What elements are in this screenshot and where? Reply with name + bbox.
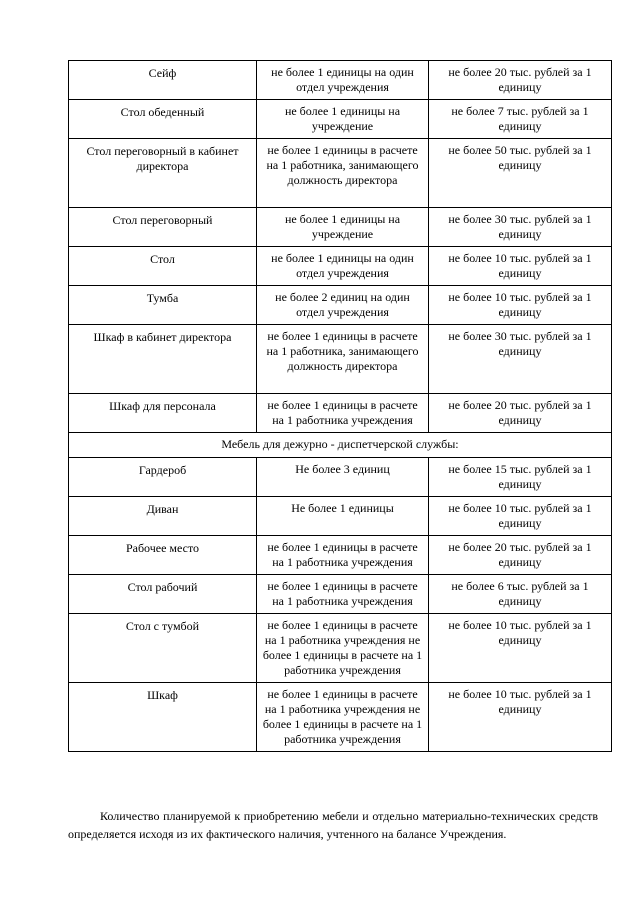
item-name-cell: Шкаф для персонала — [69, 394, 257, 433]
item-name-cell: Шкаф — [69, 683, 257, 752]
quantity-cell: не более 2 единиц на один отдел учреждения — [257, 286, 429, 325]
price-cell: не более 10 тыс. рублей за 1 единицу — [429, 286, 612, 325]
table-row — [69, 575, 612, 614]
item-name-cell: Рабочее место — [69, 536, 257, 575]
table-row — [69, 536, 612, 575]
table-row — [69, 247, 612, 286]
quantity-cell: не более 1 единицы в расчете на 1 работника, занимающего должность директора — [257, 139, 429, 208]
item-name-cell: Сейф — [69, 61, 257, 100]
price-cell: не более 10 тыс. рублей за 1 единицу — [429, 614, 612, 683]
item-name-cell: Стол рабочий — [69, 575, 257, 614]
item-name-cell: Шкаф в кабинет директора — [69, 325, 257, 394]
price-cell: не более 30 тыс. рублей за 1 единицу — [429, 325, 612, 394]
item-name-cell: Стол переговорный в кабинет директора — [69, 139, 257, 208]
item-name-cell: Гардероб — [69, 458, 257, 497]
table-row — [69, 286, 612, 325]
item-name-cell: Диван — [69, 497, 257, 536]
item-name-cell: Стол обеденный — [69, 100, 257, 139]
item-name-cell: Стол с тумбой — [69, 614, 257, 683]
price-cell: не более 30 тыс. рублей за 1 единицу — [429, 208, 612, 247]
table-row — [69, 325, 612, 394]
quantity-cell: Не более 3 единиц — [257, 458, 429, 497]
table-row — [69, 683, 612, 752]
quantity-cell: не более 1 единицы на один отдел учреждения — [257, 61, 429, 100]
price-cell: не более 20 тыс. рублей за 1 единицу — [429, 61, 612, 100]
furniture-norms-table — [68, 60, 612, 752]
quantity-cell: Не более 1 единицы — [257, 497, 429, 536]
quantity-cell: не более 1 единицы на учреждение — [257, 208, 429, 247]
quantity-cell: не более 1 единицы в расчете на 1 работника учреждения — [257, 575, 429, 614]
closing-paragraph: Количество планируемой к приобретению мебели и отдельно материально-технических средств определяется исходя из их фактического наличия, учтенного на балансе Учреждения. — [68, 809, 598, 841]
item-name-cell: Стол переговорный — [69, 208, 257, 247]
table-row — [69, 458, 612, 497]
price-cell: не более 10 тыс. рублей за 1 единицу — [429, 497, 612, 536]
quantity-cell: не более 1 единицы на учреждение — [257, 100, 429, 139]
table-row — [69, 394, 612, 433]
section-title: Мебель для дежурно - диспетчерской службы: — [69, 433, 612, 458]
price-cell: не более 7 тыс. рублей за 1 единицу — [429, 100, 612, 139]
quantity-cell: не более 1 единицы на один отдел учреждения — [257, 247, 429, 286]
price-cell: не более 20 тыс. рублей за 1 единицу — [429, 394, 612, 433]
table-row — [69, 139, 612, 208]
price-cell: не более 20 тыс. рублей за 1 единицу — [429, 536, 612, 575]
item-name-cell: Тумба — [69, 286, 257, 325]
table-row — [69, 61, 612, 100]
item-name-cell: Стол — [69, 247, 257, 286]
quantity-cell: не более 1 единицы в расчете на 1 работника учреждения — [257, 394, 429, 433]
price-cell: не более 6 тыс. рублей за 1 единицу — [429, 575, 612, 614]
quantity-cell: не более 1 единицы в расчете на 1 работника учреждения — [257, 536, 429, 575]
section-header-row — [69, 433, 612, 458]
table-row — [69, 497, 612, 536]
quantity-cell: не более 1 единицы в расчете на 1 работника, занимающего должность директора — [257, 325, 429, 394]
table-row — [69, 100, 612, 139]
price-cell: не более 10 тыс. рублей за 1 единицу — [429, 683, 612, 752]
price-cell: не более 15 тыс. рублей за 1 единицу — [429, 458, 612, 497]
table-row — [69, 614, 612, 683]
quantity-cell: не более 1 единицы в расчете на 1 работника учреждения не более 1 единицы в расчете на 1 работника учреждения — [257, 614, 429, 683]
table-row — [69, 208, 612, 247]
price-cell: не более 10 тыс. рублей за 1 единицу — [429, 247, 612, 286]
price-cell: не более 50 тыс. рублей за 1 единицу — [429, 139, 612, 208]
quantity-cell: не более 1 единицы в расчете на 1 работника учреждения не более 1 единицы в расчете на 1 работника учреждения — [257, 683, 429, 752]
